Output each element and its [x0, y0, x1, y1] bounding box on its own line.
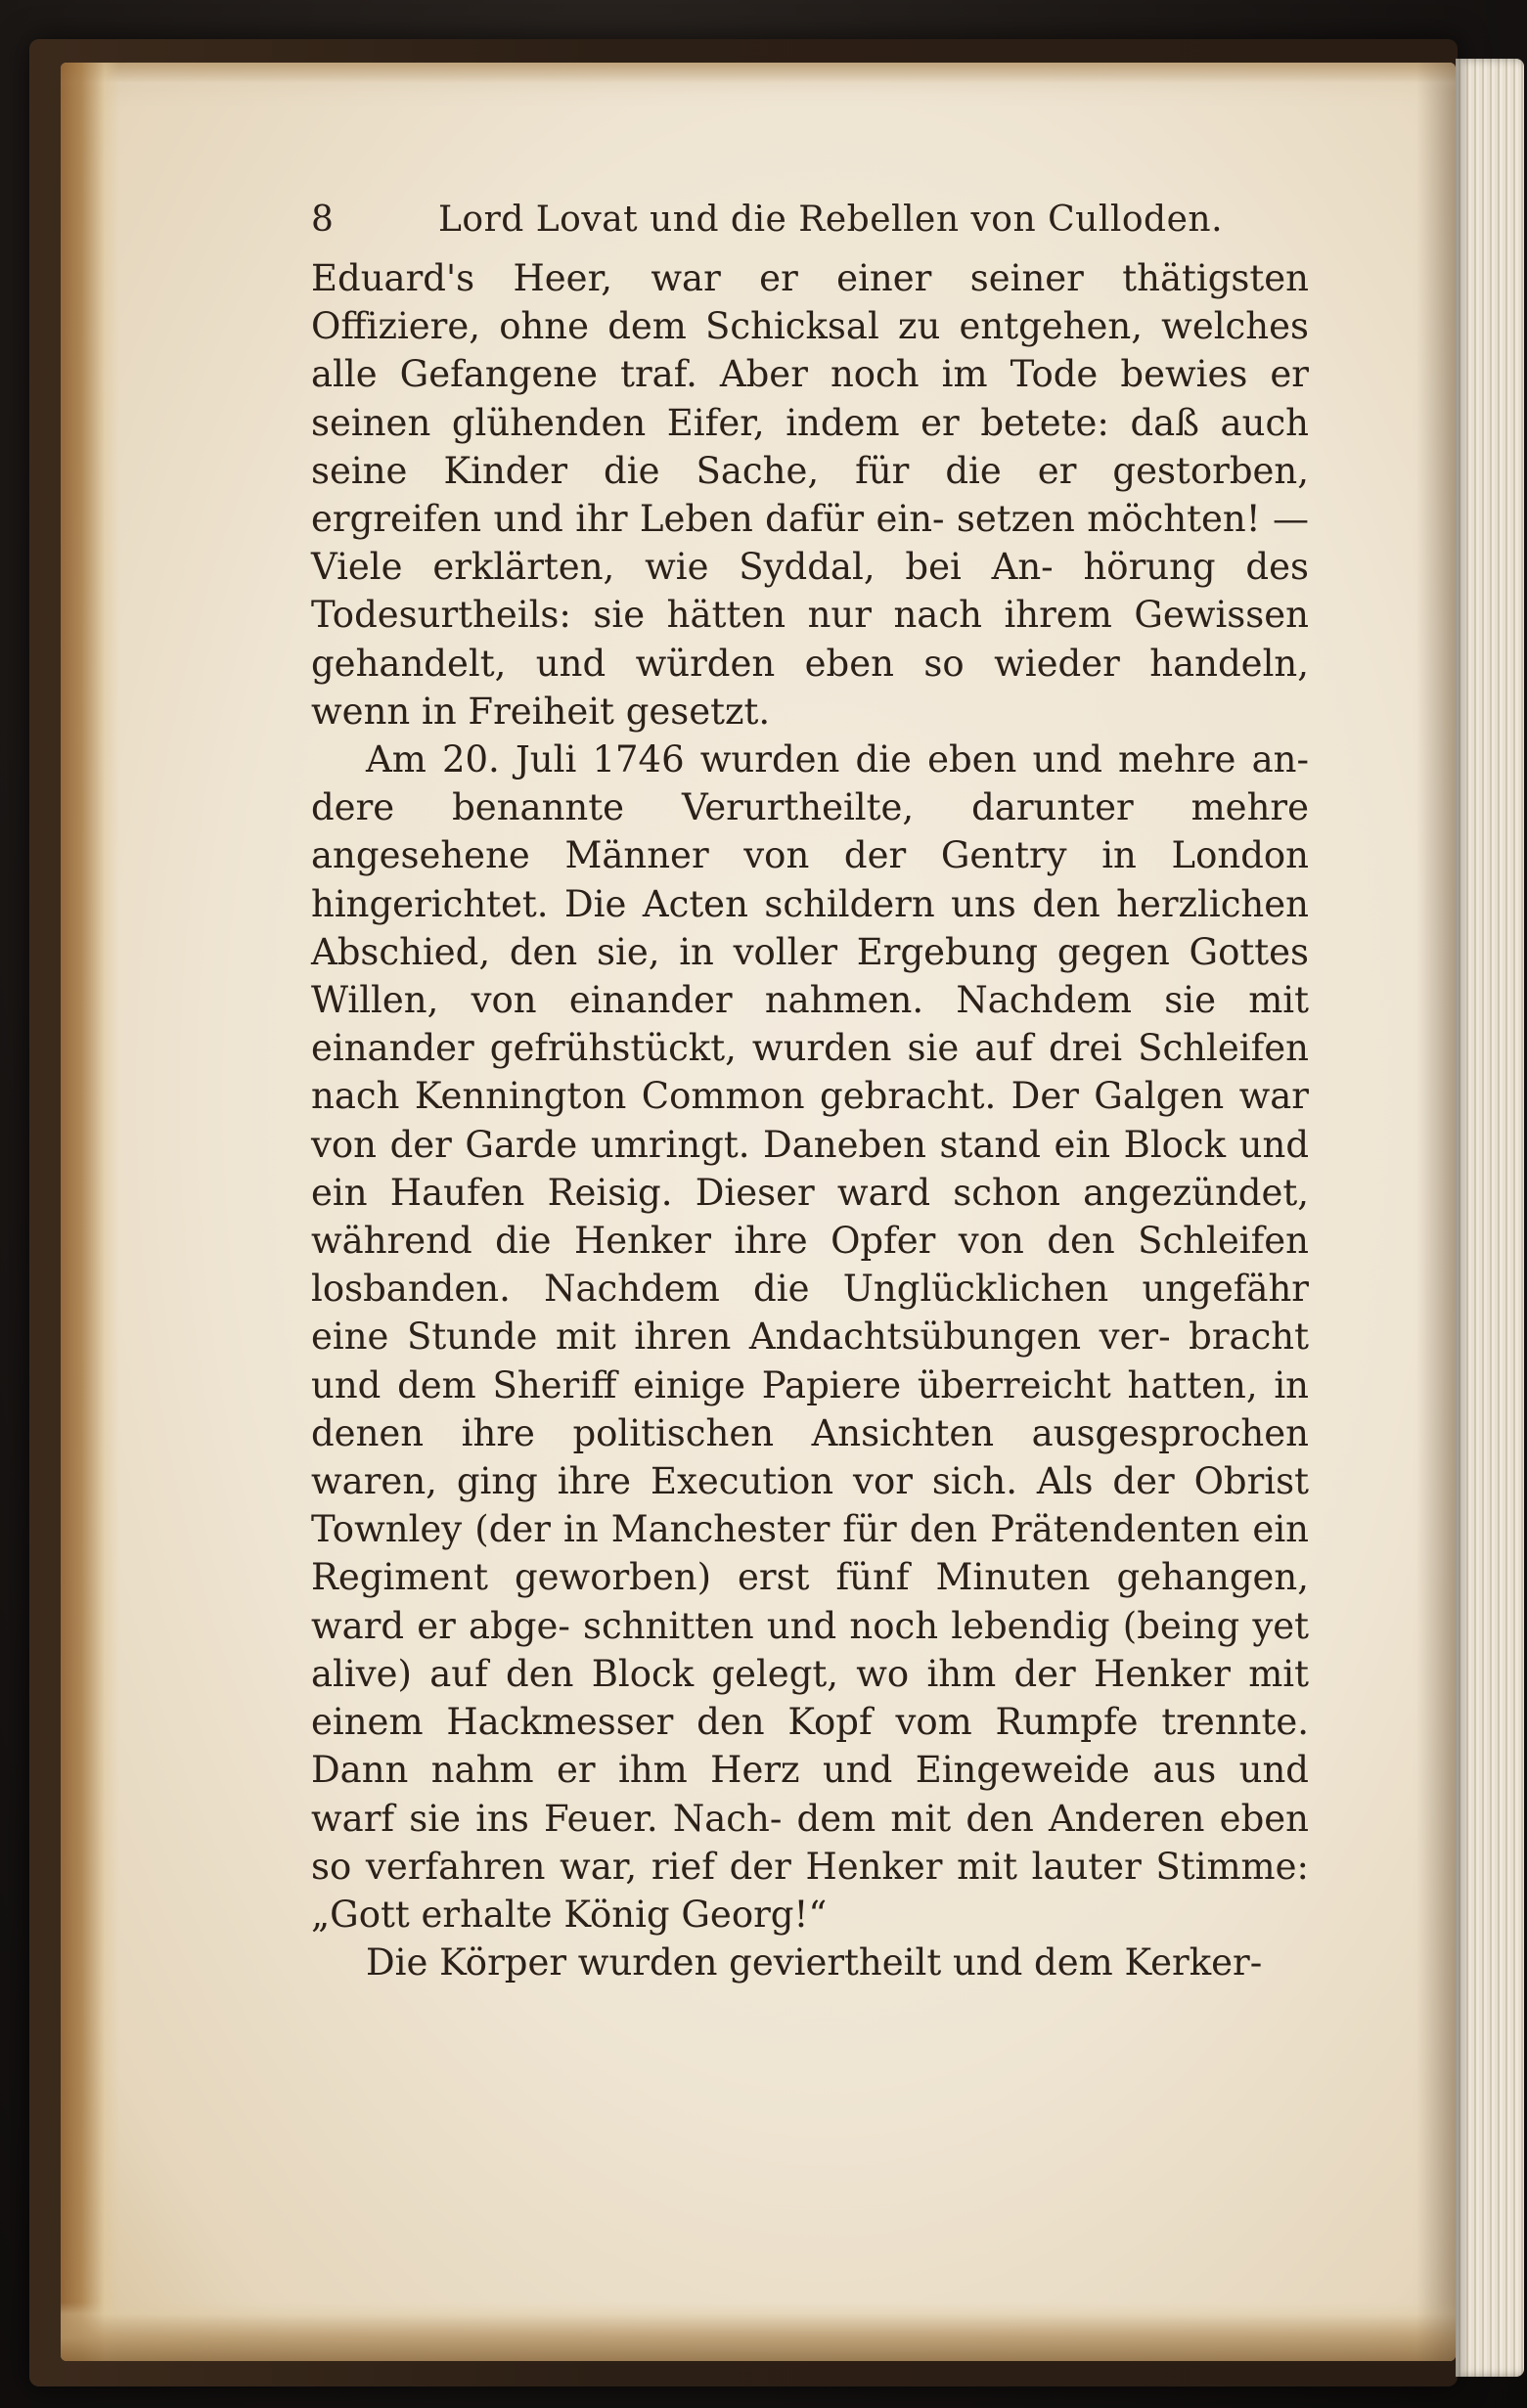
page-edges	[1456, 59, 1524, 2377]
paragraph-text: Die Körper wurden geviertheilt und dem Kerker-	[366, 1941, 1263, 1984]
page-stain-top	[61, 63, 1456, 92]
paragraph	[311, 254, 1309, 736]
page-stain-bottom	[61, 2302, 1456, 2361]
text-block	[311, 186, 1309, 1986]
gutter-shadow	[1416, 63, 1456, 2361]
paragraph	[311, 1939, 1309, 1986]
page-stain-left	[61, 63, 119, 2361]
paragraph-text: Eduard's Heer, war er einer seiner thätigsten Offiziere, ohne dem Schicksal zu entgehen, welches alle Gefangene traf. Aber noch im Tode bewies er seinen glühenden Eifer, indem er betete: daß auch seine Kinder die Sache, für die er gestorben, ergreifen und ihr Leben dafür ein- setzen möchten! — Viele erklärten, wie Syddal, bei An- hörung des Todesurtheils: sie hätten nur nach ihrem Gewissen gehandelt, und würden eben so wieder handeln, wenn in Freiheit gesetzt.	[311, 257, 1309, 733]
running-title: Lord Lovat und die Rebellen von Culloden.	[438, 200, 1224, 240]
running-head	[311, 186, 1309, 254]
page-number: 8	[311, 200, 334, 240]
paragraph-text: Am 20. Juli 1746 wurden die eben und mehre an- dere benannte Verurtheilte, darunter mehre angesehene Männer von der Gentry in London hingerichtet. Die Acten schildern uns den herzlichen Abschied, den sie, in voller Ergebung gegen Gottes Willen, von einander nahmen. Nachdem sie mit einander gefrühstückt, wurden sie auf drei Schleifen nach Kennington Common gebracht. Der Galgen war von der Garde umringt. Daneben stand ein Block und ein Haufen Reisig. Dieser ward schon angezündet, während die Henker ihre Opfer von den Schleifen losbanden. Nachdem die Unglücklichen ungefähr eine Stunde mit ihren Andachtsübungen ver- bracht und dem Sheriff einige Papiere überreicht hatten, in denen ihre politischen Ansichten ausgesprochen waren, ging ihre Execution vor sich. Als der Obrist Townley (der in Manchester für den Prätendenten ein Regiment geworben) erst fünf Minuten gehangen, ward er abge- schnitten und noch lebendig (being yet alive) auf den Block gelegt, wo ihm der Henker mit einem Hackmesser den Kopf vom Rumpfe trennte. Dann nahm er ihm Herz und Eingeweide aus und warf sie ins Feuer. Nach- dem mit den Anderen eben so verfahren war, rief der Henker mit lauter Stimme: „Gott erhalte König Georg!“	[311, 738, 1309, 1936]
paragraph	[311, 736, 1309, 1939]
